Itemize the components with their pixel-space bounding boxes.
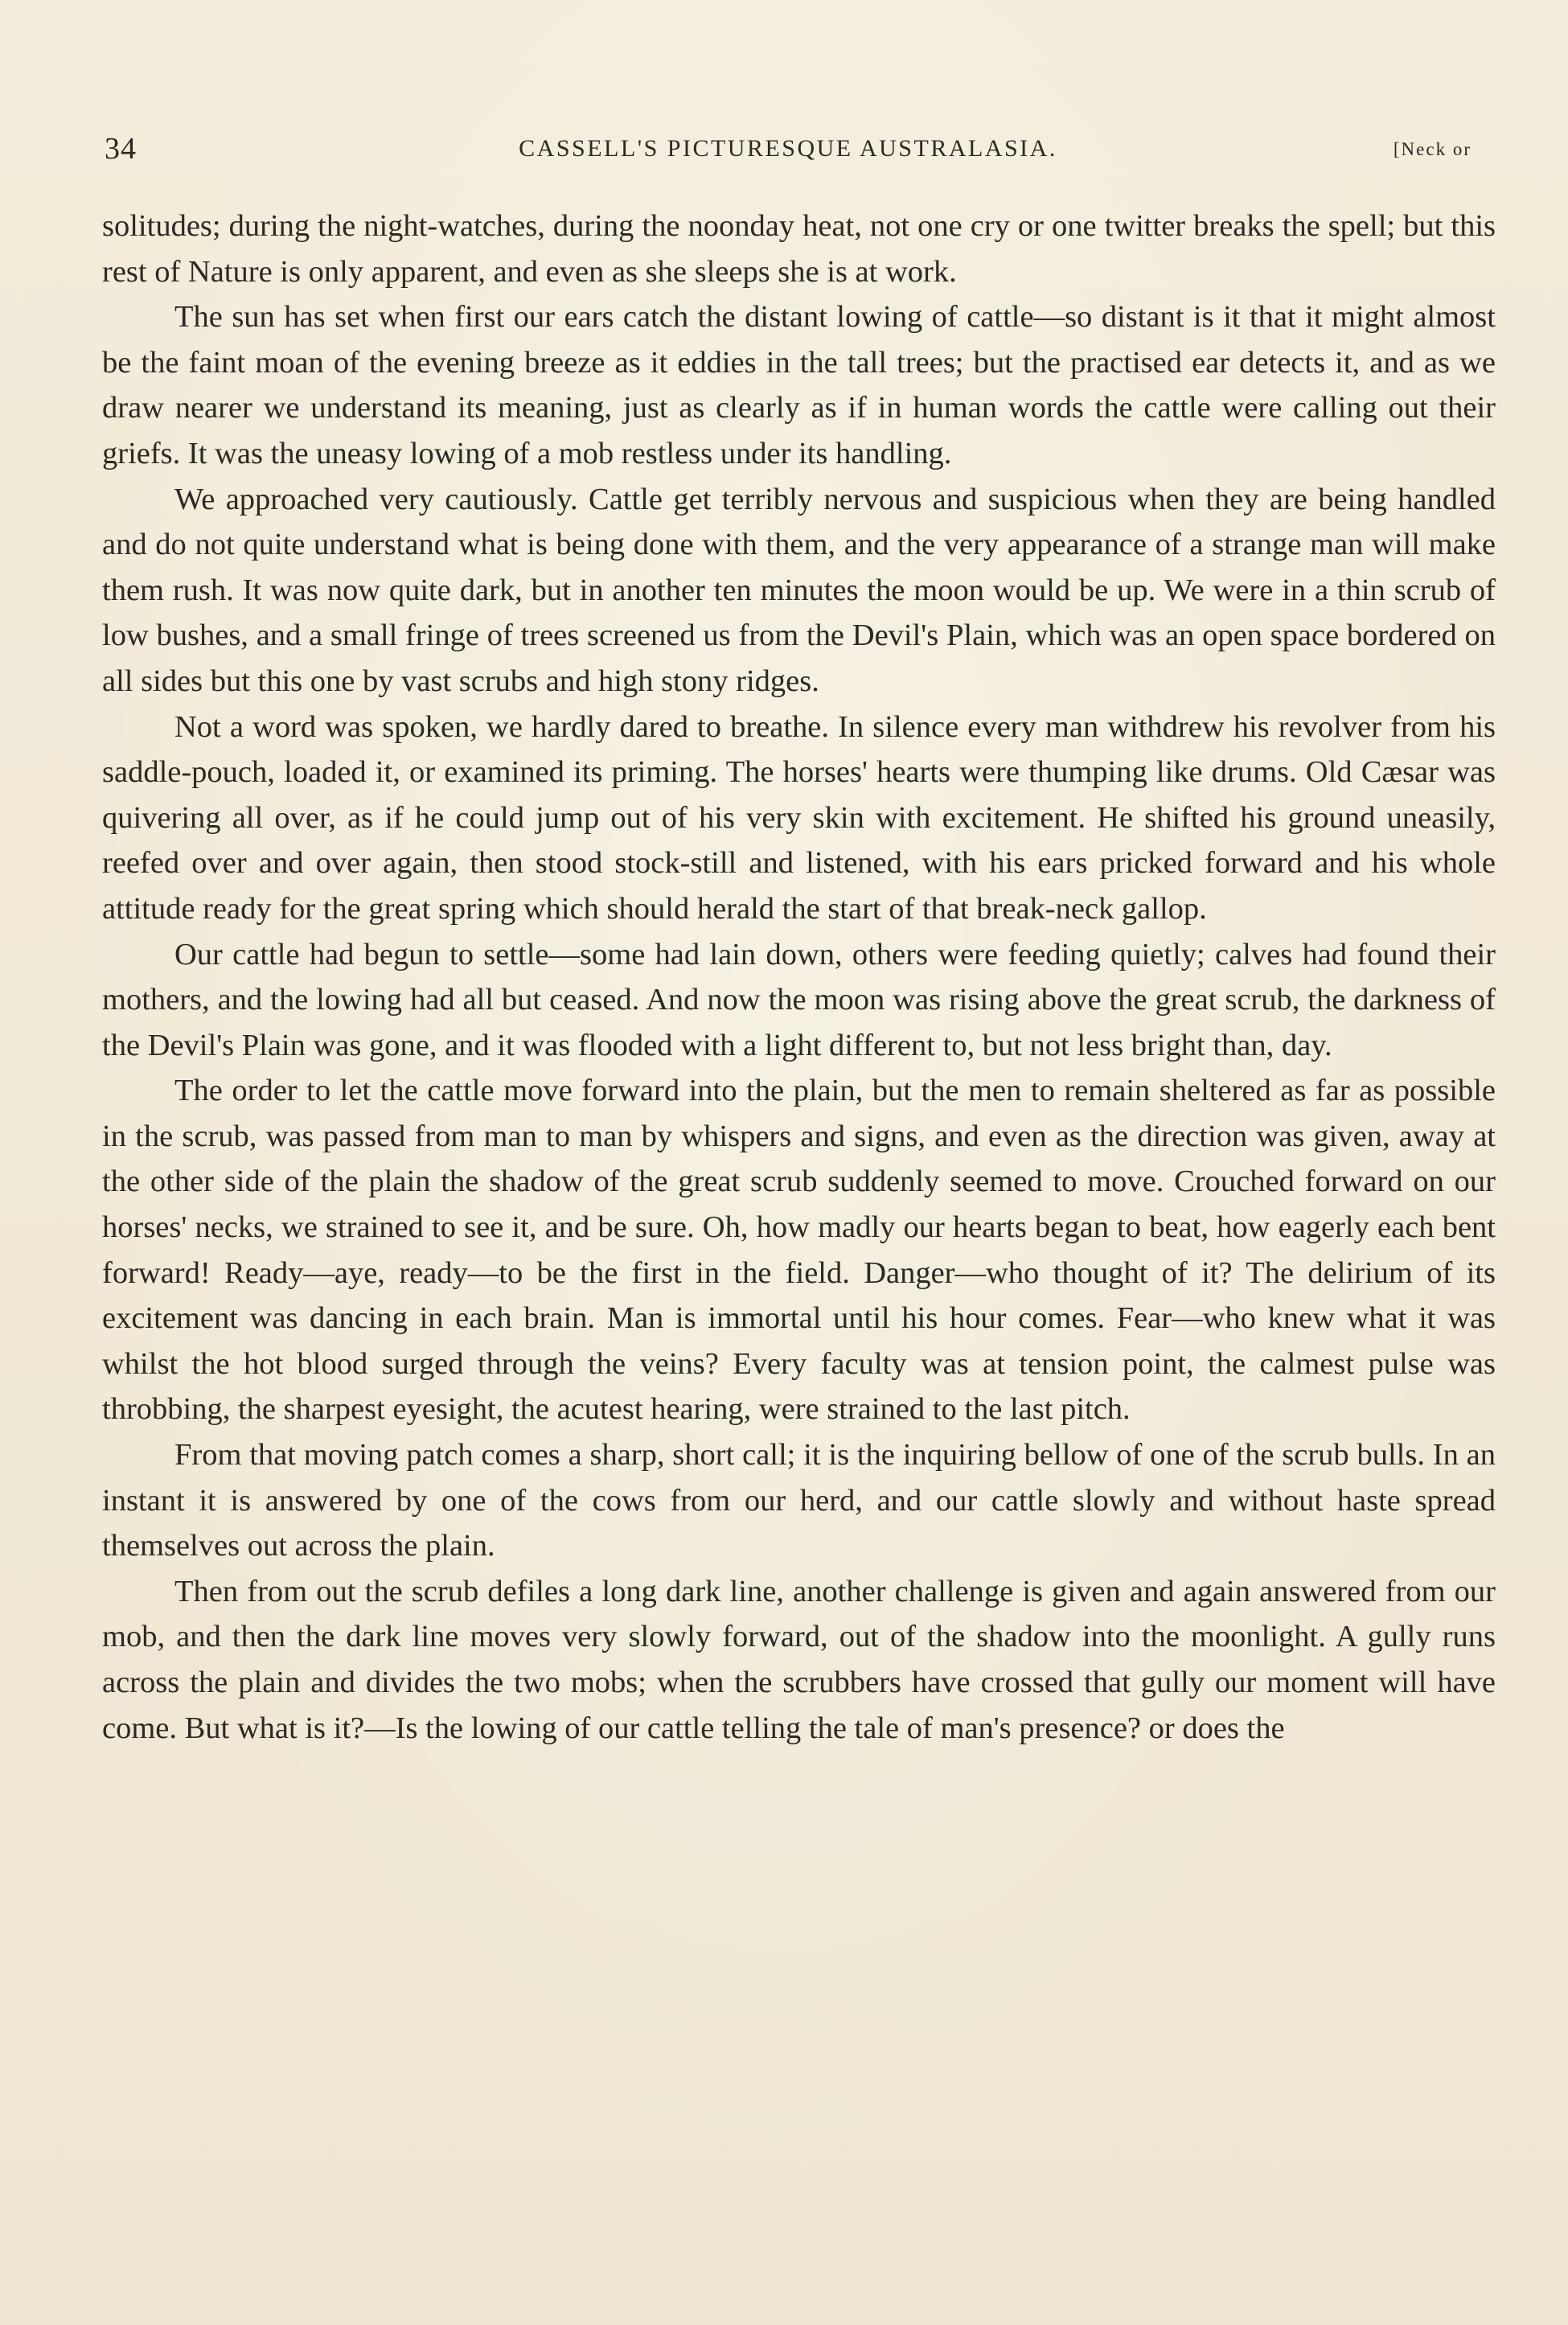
paragraph-7: From that moving patch comes a sharp, short call; it is the inquiring bellow of one of the scrub bulls. In an instant it is answered by one of the cows from our herd, and our cattle slowly and without haste spread themselves out across the plain.	[102, 1438, 1496, 1563]
paragraph-8: Then from out the scrub defiles a long dark line, another challenge is given and again answered from our mob, and then the dark line moves very slowly forward, out of the shadow into the moonlight. A gully runs across the plain and divides the two mobs; when the scrubbers have crossed that gully our moment will have come. But what is it?—Is the lowing of our cattle telling the tale of man's presence? or does the	[102, 1574, 1496, 1745]
paragraph-1: solitudes; during the night-watches, during the noonday heat, not one cry or one twitter breaks the spell; but this rest of Nature is only apparent, and even as she sleeps she is at work.	[102, 209, 1496, 289]
section-tag: [Neck or	[1393, 139, 1472, 159]
body-text	[102, 203, 1496, 1751]
paragraph-4: Not a word was spoken, we hardly dared to breathe. In silence every man withdrew his revolver from his saddle-pouch, loaded it, or examined its priming. The horses' hearts were thumping like drums. Old Cæsar was quivering all over, as if he could jump out of his very skin with excitement. He shifted his ground uneasily, reefed over and over again, then stood stock-still and listened, with his ears pricked forward and his whole attitude ready for the great spring which should herald the start of that break-neck gallop.	[102, 709, 1496, 926]
paragraph-6: The order to let the cattle move forward into the plain, but the men to remain sheltered as far as possible in the scrub, was passed from man to man by whispers and signs, and even as the direction was given, away at the other side of the plain the shadow of the great scrub suddenly seemed to move. Crouched forward on our horses' necks, we strained to see it, and be sure. Oh, how madly our hearts began to beat, how eagerly each bent forward! Ready—aye, ready—to be the first in the field. Danger—who thought of it? The delirium of its excitement was dancing in each brain. Man is immortal until his hour comes. Fear—who knew what it was whilst the hot blood surged through the veins? Every faculty was at tension point, the calmest pulse was throbbing, the sharpest eyesight, the acutest hearing, were strained to the last pitch.	[102, 1074, 1496, 1427]
paragraph-3: We approached very cautiously. Cattle get terribly nervous and suspicious when they are being handled and do not quite understand what is being done with them, and the very appearance of a strange man will make them rush. It was now quite dark, but in another ten minutes the moon would be up. We were in a thin scrub of low bushes, and a small fringe of trees screened us from the Devil's Plain, which was an open space bordered on all sides but this one by vast scrubs and high stony ridges.	[102, 482, 1496, 698]
running-title: CASSELL'S PICTURESQUE AUSTRALASIA.	[519, 135, 1057, 162]
paragraph-2: The sun has set when first our ears catch the distant lowing of cattle—so distant is it that it might almost be the faint moan of the evening breeze as it eddies in the tall trees; but the practised ear detects it, and as we draw nearer we understand its meaning, just as clearly as if in human words the cattle were calling out their griefs. It was the uneasy lowing of a mob restless under its handling.	[102, 300, 1496, 470]
paragraph-5: Our cattle had begun to settle—some had lain down, others were feeding quietly; calves had found their mothers, and the lowing had all but ceased. And now the moon was rising above the great scrub, the darkness of the Devil's Plain was gone, and it was flooded with a light different to, but not less bright than, day.	[102, 937, 1496, 1062]
page-header	[105, 129, 1472, 169]
page-number: 34	[105, 132, 137, 166]
